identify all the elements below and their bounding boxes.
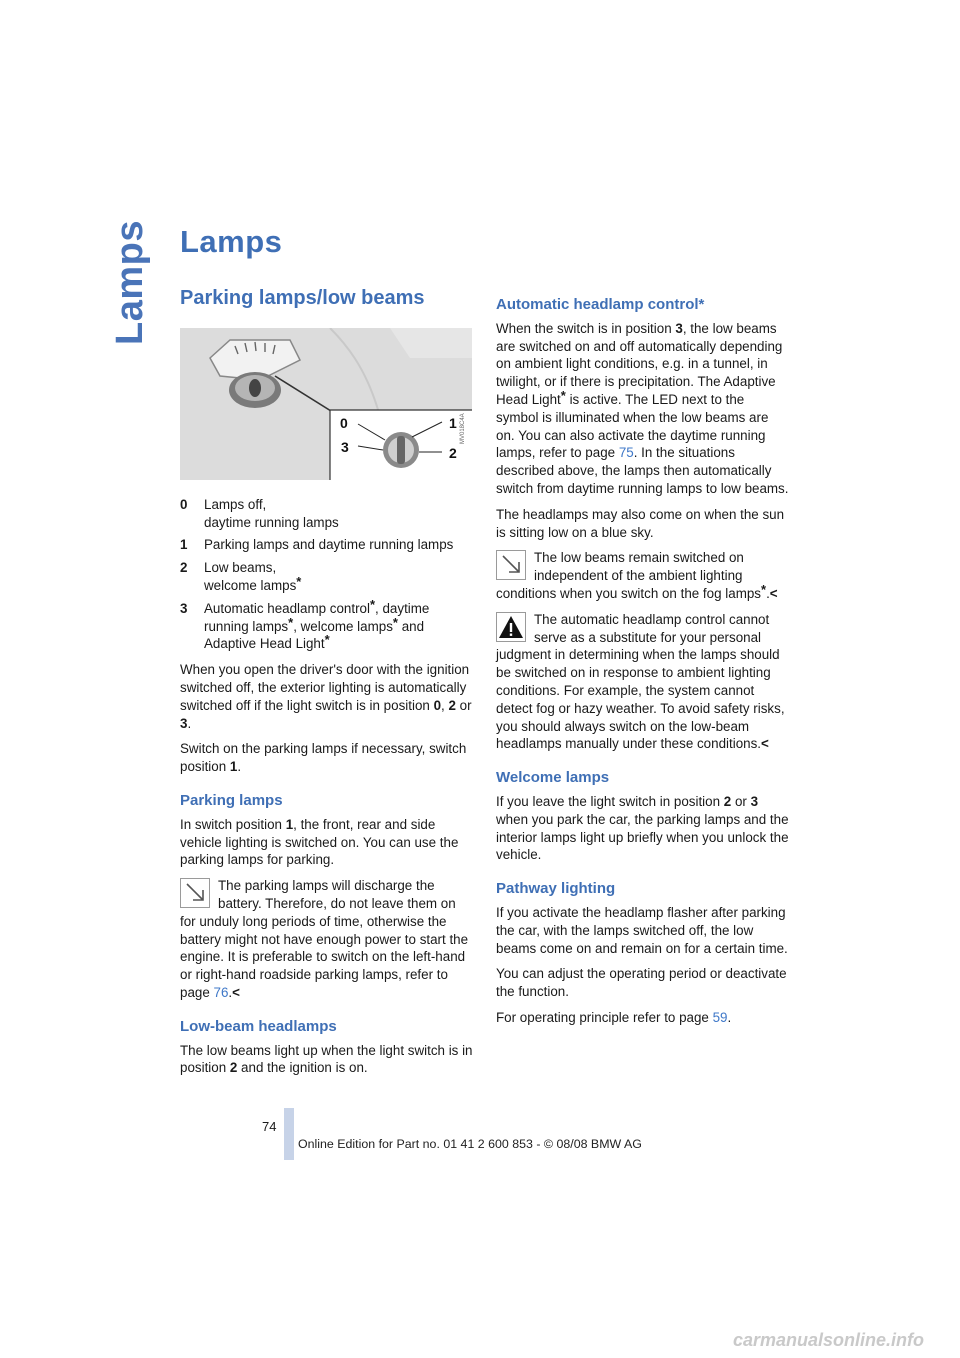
- subheading-auto-headlamp: Automatic headlamp control*: [496, 296, 705, 313]
- paragraph-auto-headlamp: When the switch is in position 3, the low beams are switched on and off automatically depending on ambient light conditions, e.g. in a tunnel, in twilight, or if there is precipitation. The Adaptive Head Light* is active. The LED next to the symbol is illuminated when the low beams are on. You can also activate the daytime running lamps, refer to page 75. In the situations described above, the lamps then automatically switch from daytime running lamps to low beams.: [496, 320, 789, 496]
- paragraph-parking: In switch position 1, the front, rear and side vehicle lighting is switched on. You can use the parking lamps for parking.: [180, 816, 459, 868]
- position-legend: [180, 496, 474, 653]
- note-arrow-icon: [496, 550, 526, 580]
- figure-label-2: 2: [449, 444, 457, 461]
- end-marker: <: [761, 736, 769, 752]
- paragraph-sun: The headlamps may also come on when the sun is sitting low on a blue sky.: [496, 506, 785, 540]
- subheading-parking-lamps: Parking lamps: [180, 791, 283, 809]
- subheading-pathway-lighting: Pathway lighting: [496, 880, 616, 898]
- paragraph-door: When you open the driver's door with the ignition switched off, the exterior lighting is automatically switched off if the light switch is in position 0, 2 or 3.: [180, 662, 472, 731]
- legend-row-0: 0 Lamps off, daytime running lamps: [180, 496, 339, 530]
- page-ref-75[interactable]: 75: [618, 445, 634, 461]
- note-arrow-icon: [180, 878, 210, 908]
- warning-auto-headlamp: The automatic headlamp control cannot serve as a substitute for your personal judgment in determining when the lamps should be switched on in response to ambient lighting conditions. For example, the system cannot detect fog or hazy weather. To avoid safety risks, you should always switch on the low-beam headlamps manually under these conditions.<: [496, 611, 785, 752]
- subheading-low-beam: Low-beam headlamps: [180, 1017, 337, 1035]
- section-heading-parking-low-beams: Parking lamps/low beams: [180, 287, 425, 309]
- paragraph-low-beam: The low beams light up when the light switch is in position 2 and the ignition is on.: [180, 1042, 473, 1076]
- legend-row-3: 3 Automatic headlamp control*, daytime running lamps*, welcome lamps* and Adaptive Head Light*: [180, 596, 430, 652]
- warning-triangle-icon: [496, 612, 526, 642]
- option-star: *: [288, 614, 294, 630]
- light-switch-figure: [180, 328, 472, 480]
- page-title: Lamps: [180, 224, 283, 259]
- end-marker: <: [232, 984, 240, 1000]
- figure-label-1: 1: [449, 414, 457, 431]
- option-star: *: [392, 614, 398, 630]
- end-marker: <: [769, 585, 778, 601]
- paragraph-adjust: You can adjust the operating period or deactivate the function.: [496, 966, 787, 1000]
- page-ref-76[interactable]: 76: [213, 984, 229, 1000]
- paragraph-pathway: If you activate the headlamp flasher after parking the car, with the lamps switched off, the low beams come on and remain on for a certain time.: [496, 904, 788, 956]
- light-switch-illustration: [180, 328, 472, 480]
- option-star: *: [560, 387, 566, 403]
- legend-row-1: 1 Parking lamps and daytime running lamps: [180, 537, 454, 553]
- page-ref-59[interactable]: 59: [712, 1009, 728, 1025]
- note-parking-battery: The parking lamps will discharge the battery. Therefore, do not leave them on for unduly long periods of time, otherwise the battery might not have enough power to start the engine. It is preferable to switch on the left-hand or right-hand roadside parking lamps, refer to page 76.<: [180, 878, 469, 1000]
- footer-edition: Online Edition for Part no. 01 41 2 600 853 - © 08/08 BMW AG: [298, 1137, 642, 1151]
- paragraph-switch-on: Switch on the parking lamps if necessary, switch position 1.: [180, 741, 467, 775]
- option-star: *: [369, 596, 376, 612]
- option-star: *: [761, 581, 767, 597]
- figure-label-3: 3: [341, 438, 349, 455]
- footer-bar: [284, 1108, 294, 1160]
- left-column: [180, 287, 474, 1085]
- watermark: carmanualsonline.info: [733, 1330, 925, 1350]
- figure-label-0: 0: [340, 414, 348, 431]
- page-number: 74: [262, 1119, 277, 1134]
- subheading-welcome-lamps: Welcome lamps: [496, 769, 610, 787]
- option-star: *: [324, 632, 330, 648]
- note-fog-lamps: The low beams remain switched on independent of the ambient lighting conditions when you switch on the fog lamps*.<: [496, 550, 778, 601]
- figure-code: MV018C4A: [460, 413, 466, 444]
- side-tab: Lamps: [108, 219, 151, 345]
- option-star: *: [296, 573, 302, 589]
- right-column: [496, 290, 790, 1035]
- legend-row-2: 2 Low beams, welcome lamps*: [180, 560, 302, 593]
- paragraph-welcome: If you leave the light switch in position 2 or 3 when you park the car, the parking lamps and the interior lamps light up briefly when you unlock the vehicle.: [496, 793, 789, 863]
- paragraph-principle: For operating principle refer to page 59.: [496, 1009, 732, 1025]
